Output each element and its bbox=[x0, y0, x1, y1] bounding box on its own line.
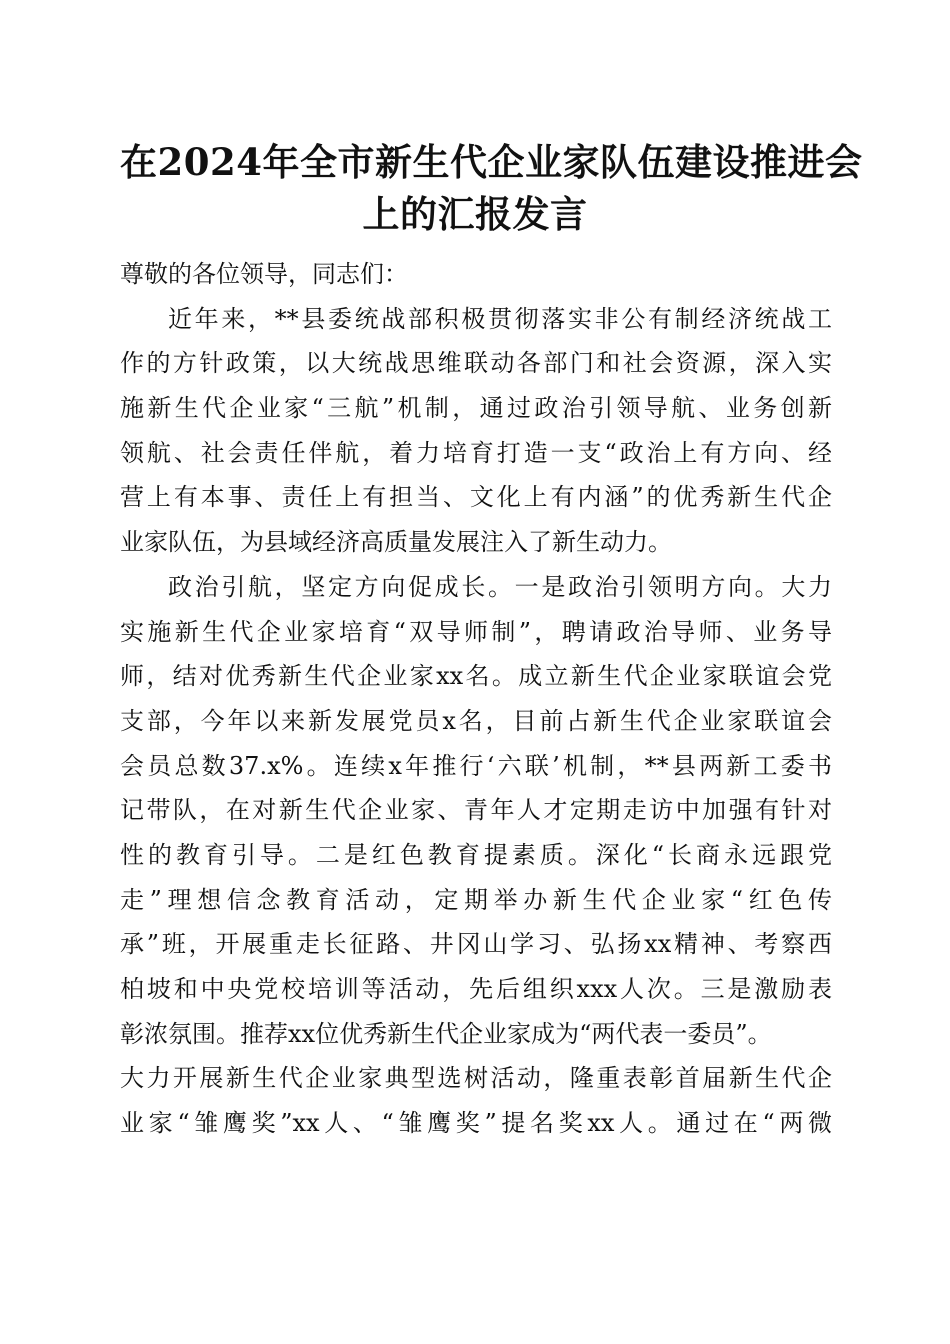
salutation: 尊敬的各位领导，同志们： bbox=[120, 260, 408, 288]
paragraph-line: 业家“雏鹰奖”xx人、“雏鹰奖”提名奖xx人。通过在“两微 bbox=[120, 1109, 832, 1138]
paragraph-line: 营上有本事、责任上有担当、文化上有内涵”的优秀新生代企 bbox=[120, 483, 832, 512]
paragraph-line: 承”班，开展重走长征路、井冈山学习、弘扬xx精神、考察西 bbox=[120, 930, 832, 959]
paragraph-line: 彰浓氛围。推荐xx位优秀新生代企业家成为“两代表一委员”。 bbox=[120, 1019, 772, 1048]
paragraph-1 bbox=[120, 297, 832, 565]
paragraph-line: 领航、社会责任伴航，着力培育打造一支“政治上有方向、经 bbox=[120, 438, 832, 467]
paragraph-line: 会员总数37.x%。连续x年推行‘六联’机制，**县两新工委书 bbox=[120, 751, 832, 780]
document-body bbox=[120, 252, 832, 1146]
paragraph-line: 政治引航，坚定方向促成长。一是政治引领明方向。大力 bbox=[168, 572, 832, 601]
paragraph-line: 业家队伍，为县域经济高质量发展注入了新生动力。 bbox=[120, 528, 672, 557]
paragraph-line: 记带队，在对新生代企业家、青年人才定期走访中加强有针对 bbox=[120, 796, 832, 825]
paragraph-2 bbox=[120, 565, 832, 1146]
paragraph-line: 支部，今年以来新发展党员x名，目前占新生代企业家联谊会 bbox=[120, 706, 832, 735]
paragraph-line: 师，结对优秀新生代企业家xx名。成立新生代企业家联谊会党 bbox=[120, 662, 832, 691]
title-line-2: 上的汇报发言 bbox=[362, 192, 588, 236]
paragraph-line: 走”理想信念教育活动，定期举办新生代企业家“红色传 bbox=[120, 885, 832, 914]
paragraph-line: 大力开展新生代企业家典型选树活动，隆重表彰首届新生代企 bbox=[120, 1064, 832, 1093]
paragraph-line: 性的教育引导。二是红色教育提素质。深化“长商永远跟党 bbox=[120, 840, 832, 869]
paragraph-line: 实施新生代企业家培育“双导师制”，聘请政治导师、业务导 bbox=[120, 617, 832, 646]
paragraph-line: 柏坡和中央党校培训等活动，先后组织xxx人次。三是激励表 bbox=[120, 975, 832, 1003]
document-title bbox=[120, 136, 863, 240]
paragraph-line: 作的方针政策，以大统战思维联动各部门和社会资源，深入实 bbox=[120, 349, 832, 378]
paragraph-line: 近年来，**县委统战部积极贯彻落实非公有制经济统战工 bbox=[168, 304, 832, 333]
paragraph-line: 施新生代企业家“三航”机制，通过政治引领导航、业务创新 bbox=[120, 394, 832, 423]
title-line-1: 在2024年全市新生代企业家队伍建设推进会 bbox=[120, 140, 863, 184]
